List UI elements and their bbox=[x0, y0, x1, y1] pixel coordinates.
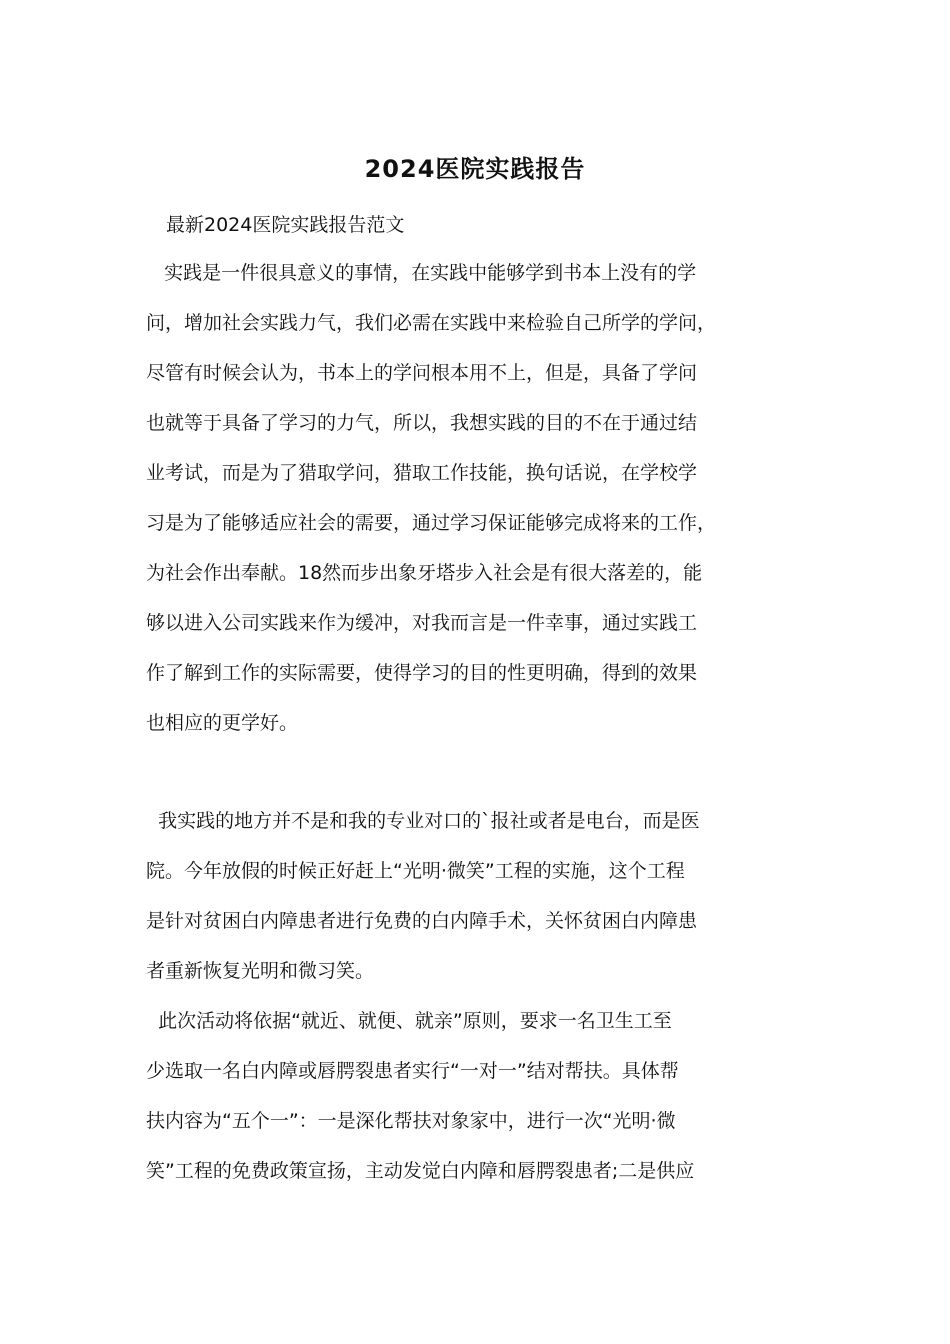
text-line: 此次活动将依据“就近、就便、就亲”原则，要求一名卫生工至 bbox=[146, 1010, 672, 1032]
text-line: 也相应的更学好。 bbox=[146, 712, 299, 734]
text-line: 够以进入公司实践来作为缓冲，对我而言是一件幸事，通过实践工 bbox=[146, 612, 698, 634]
text-line: 也就等于具备了学习的力气，所以，我想实践的目的不在于通过结 bbox=[146, 412, 698, 434]
text-line: 是针对贫困白内障患者进行免费的白内障手术，关怀贫困白内障患 bbox=[146, 910, 698, 932]
document-subtitle: 最新2024医院实践报告范文 bbox=[166, 214, 405, 236]
text-line: 尽管有时候会认为，书本上的学问根本用不上，但是，具备了学问 bbox=[146, 362, 698, 384]
text-line: 实践是一件很具意义的事情，在实践中能够学到书本上没有的学 bbox=[146, 262, 697, 284]
paragraph-3 bbox=[146, 996, 818, 1196]
text-line: 少选取一名白内障或唇腭裂患者实行“一对一”结对帮扶。具体帮 bbox=[146, 1060, 679, 1082]
text-line: 习是为了能够适应社会的需要，通过学习保证能够完成将来的工作， bbox=[146, 512, 717, 534]
text-line: 业考试，而是为了猎取学问，猎取工作技能，换句话说，在学校学 bbox=[146, 462, 698, 484]
paragraph-1 bbox=[146, 248, 818, 748]
paragraph-2 bbox=[146, 796, 818, 996]
document-title: 2024医院实践报告 bbox=[364, 155, 586, 183]
text-line: 笑”工程的免费政策宣扬，主动发觉白内障和唇腭裂患者;二是供应 bbox=[146, 1160, 695, 1182]
text-line: 作了解到工作的实际需要，使得学习的目的性更明确，得到的效果 bbox=[146, 662, 698, 684]
text-line: 我实践的地方并不是和我的专业对口的`报社或者是电台，而是医 bbox=[146, 810, 700, 832]
text-line: 为社会作出奉献。18然而步出象牙塔步入社会是有很大落差的，能 bbox=[146, 562, 703, 584]
text-line: 院。今年放假的时候正好赶上“光明·微笑”工程的实施，这个工程 bbox=[146, 860, 685, 882]
text-line: 者重新恢复光明和微习笑。 bbox=[146, 960, 375, 982]
text-line: 问，增加社会实践力气，我们必需在实践中来检验自己所学的学问， bbox=[146, 312, 717, 334]
text-line: 扶内容为“五个一”：一是深化帮扶对象家中，进行一次“光明·微 bbox=[146, 1110, 676, 1132]
